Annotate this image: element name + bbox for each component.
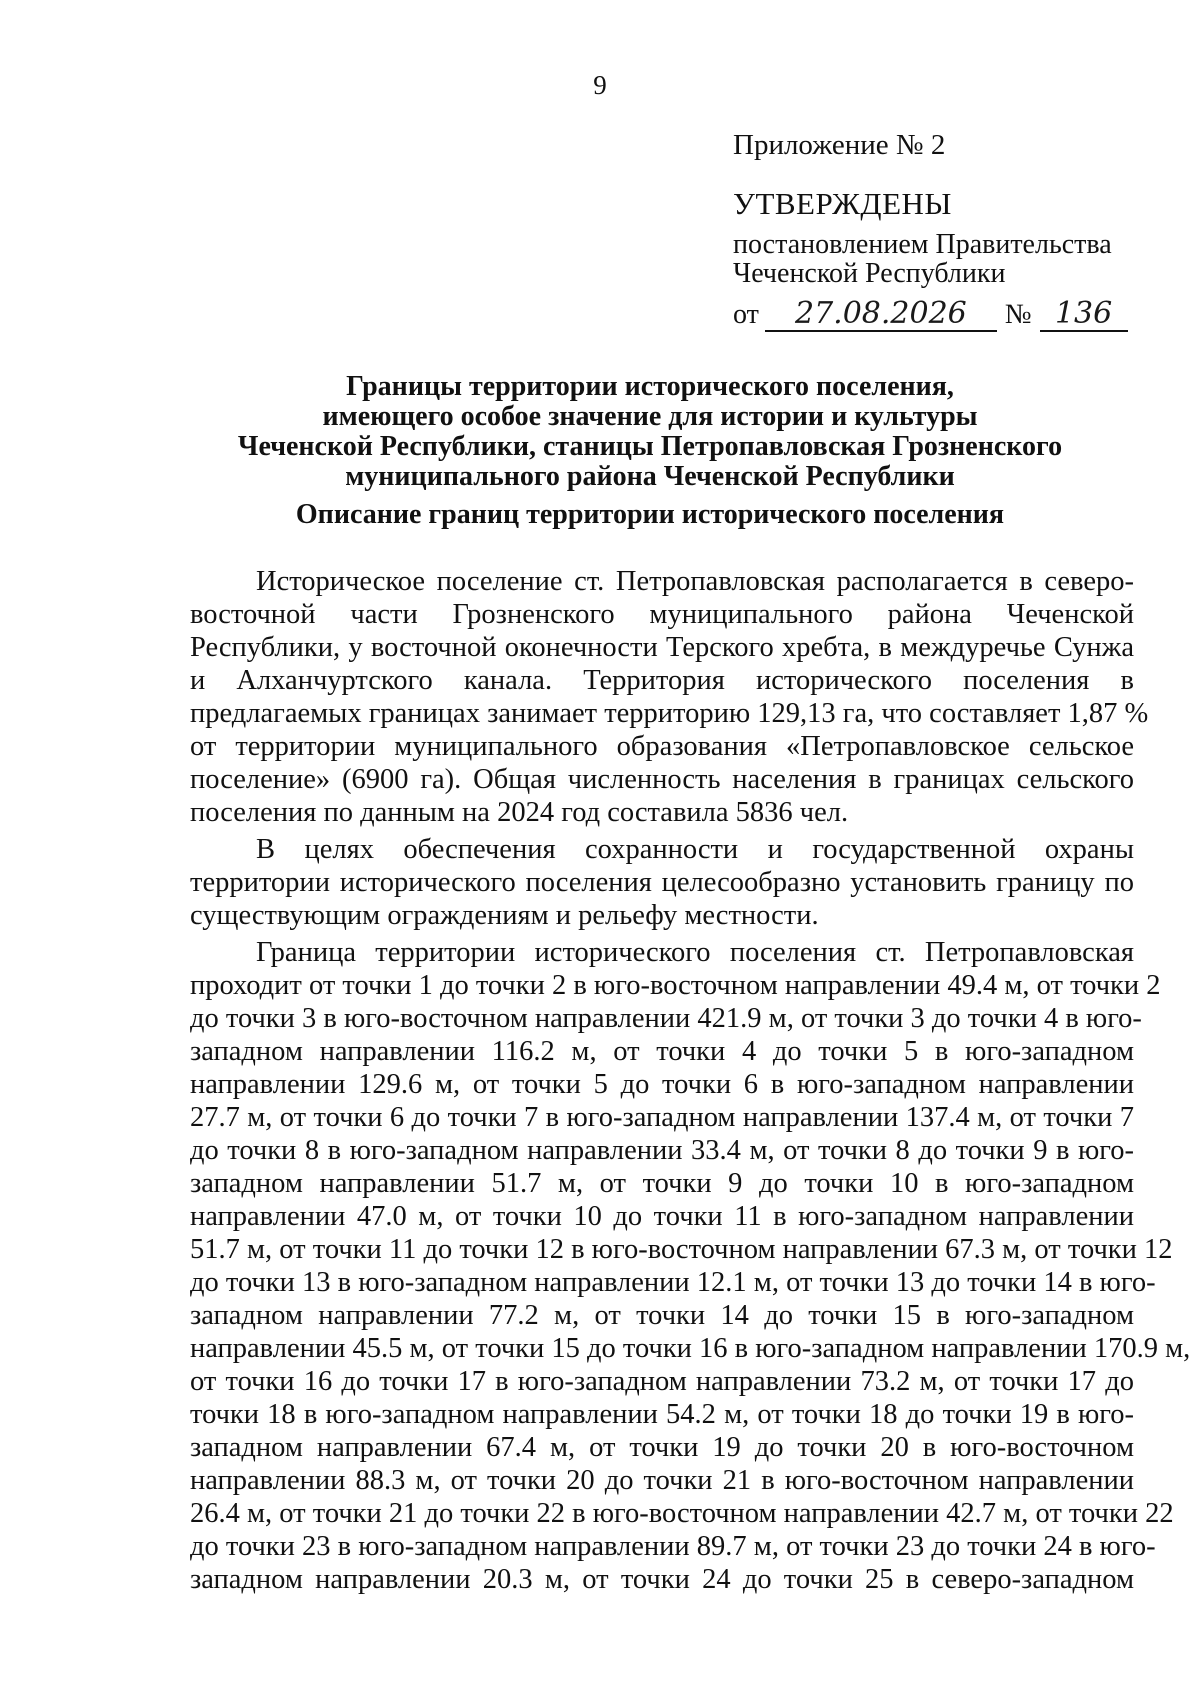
paragraph-line: 26.4 м, от точки 21 до точки 22 в юго-восточном направлении 42.7 м, от точки 22 [190, 1498, 1174, 1529]
paragraph [190, 565, 1149, 829]
paragraph-line: восточной части Грозненского муниципального района Чеченской [190, 599, 1134, 630]
title-line: Границы территории исторического поселения, [346, 371, 954, 402]
paragraph [190, 833, 1134, 932]
paragraph-line: проходит от точки 1 до точки 2 в юго-восточном направлении 49.4 м, от точки 2 [190, 970, 1161, 1001]
section-heading: Описание границ территории исторического поселения [295, 499, 1005, 530]
paragraph-line: до точки 8 в юго-западном направлении 33.4 м, от точки 8 до точки 9 в юго- [190, 1135, 1134, 1166]
paragraph-line: направлении 88.3 м, от точки 20 до точки 21 в юго-восточном направлении [190, 1465, 1134, 1496]
title-line: имеющего особое значение для истории и культуры [322, 401, 978, 432]
paragraph-line: западном направлении 67.4 м, от точки 19 до точки 20 в юго-восточном [190, 1432, 1134, 1463]
title-line: Чеченской Республики, станицы Петропавловская Грозненского [237, 431, 1063, 462]
handwritten-date: 27.08.2026 [765, 298, 997, 332]
paragraph-line: до точки 3 в юго-восточном направлении 421.9 м, от точки 3 до точки 4 в юго- [190, 1003, 1142, 1034]
paragraph-line: Республики, у восточной оконечности Терского хребта, в междуречье Сунжа [190, 632, 1134, 663]
page-number: 9 [593, 70, 607, 100]
paragraph-line: 51.7 м, от точки 11 до точки 12 в юго-восточном направлении 67.3 м, от точки 12 [190, 1234, 1173, 1265]
paragraph-line: от территории муниципального образования «Петропавловское сельское [190, 731, 1134, 762]
approval-block [733, 128, 1133, 332]
paragraph-line: Историческое поселение ст. Петропавловская располагается в северо- [256, 566, 1134, 597]
number-sign: № [1004, 299, 1032, 330]
paragraph-line: В целях обеспечения сохранности и государственной охраны [256, 834, 1134, 865]
paragraph-line: предлагаемых границах занимает территорию 129,13 га, что составляет 1,87 % [190, 698, 1149, 729]
appendix-label: Приложение № 2 [733, 129, 946, 161]
decree-date-number-line [733, 298, 1133, 332]
paragraph-line: Граница территории исторического поселения ст. Петропавловская [256, 937, 1134, 968]
decree-text [733, 230, 1133, 288]
paragraph-line: и Алханчуртского канала. Территория исторического поселения в [190, 665, 1134, 696]
decree-line: постановлением Правительства [733, 229, 1112, 260]
paragraph-line: поселения по данным на 2024 год составила 5836 чел. [190, 797, 849, 828]
title-line: муниципального района Чеченской Республики [345, 461, 955, 492]
paragraph-line: от точки 16 до точки 17 в юго-западном направлении 73.2 м, от точки 17 до [190, 1366, 1134, 1397]
paragraph-line: до точки 23 в юго-западном направлении 89.7 м, от точки 23 до точки 24 в юго- [190, 1531, 1156, 1562]
paragraph-line: 27.7 м, от точки 6 до точки 7 в юго-западном направлении 137.4 м, от точки 7 [190, 1102, 1134, 1133]
paragraph-line: точки 18 в юго-западном направлении 54.2 м, от точки 18 до точки 19 в юго- [190, 1399, 1134, 1430]
approved-label: УТВЕРЖДЕНЫ [733, 186, 952, 221]
paragraph-line: территории исторического поселения целесообразно установить границу по [190, 867, 1134, 898]
paragraph-line: западном направлении 77.2 м, от точки 14 до точки 15 в юго-западном [190, 1300, 1134, 1331]
document-title [190, 372, 1110, 492]
paragraph-line: западном направлении 20.3 м, от точки 24 до точки 25 в северо-западном [190, 1564, 1134, 1595]
paragraph-line: до точки 13 в юго-западном направлении 12.1 м, от точки 13 до точки 14 в юго- [190, 1267, 1156, 1298]
paragraph-line: западном направлении 51.7 м, от точки 9 до точки 10 в юго-западном [190, 1168, 1134, 1199]
paragraph [190, 936, 1191, 1596]
body-text [190, 565, 1191, 1600]
paragraph-line: направлении 129.6 м, от точки 5 до точки 6 в юго-западном направлении [190, 1069, 1134, 1100]
handwritten-number: 136 [1040, 298, 1128, 332]
paragraph-line: направлении 47.0 м, от точки 10 до точки 11 в юго-западном направлении [190, 1201, 1134, 1232]
paragraph-line: существующим ограждениям и рельефу местности. [190, 900, 819, 931]
paragraph-line: поселение» (6900 га). Общая численность населения в границах сельского [190, 764, 1134, 795]
date-prefix: от [733, 299, 759, 330]
paragraph-line: западном направлении 116.2 м, от точки 4 до точки 5 в юго-западном [190, 1036, 1134, 1067]
paragraph-line: направлении 45.5 м, от точки 15 до точки 16 в юго-западном направлении 170.9 м, [190, 1333, 1191, 1364]
decree-line: Чеченской Республики [733, 258, 1006, 289]
